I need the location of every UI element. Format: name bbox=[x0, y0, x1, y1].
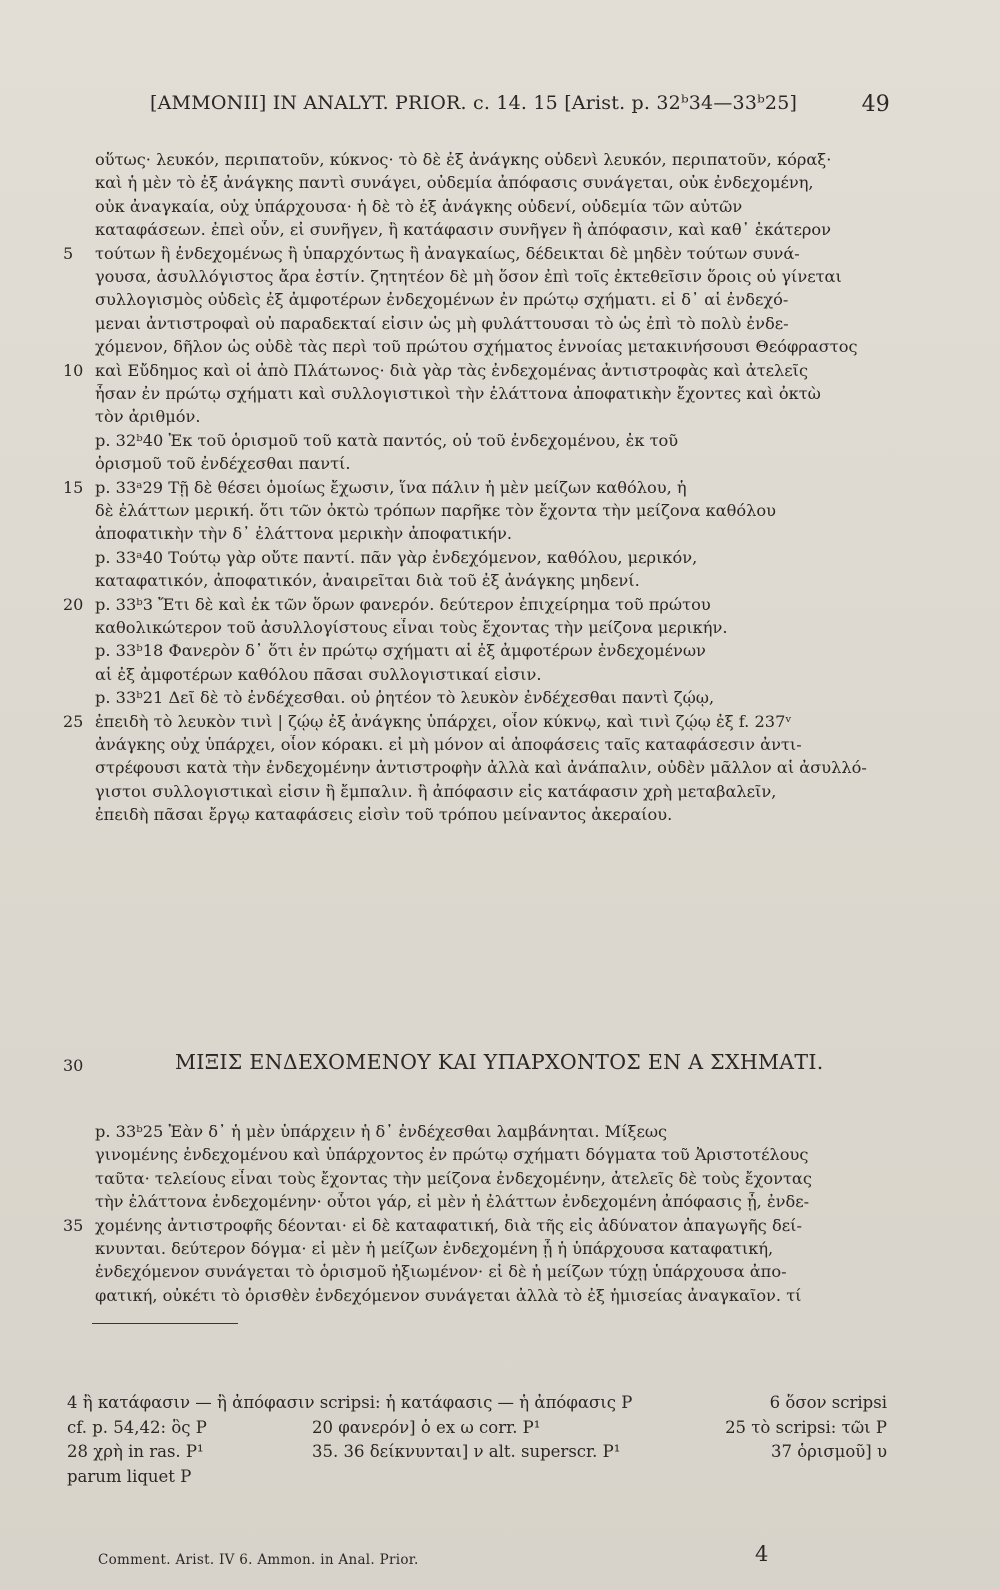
text-line: p. 33ᵃ29 Τῇ δὲ θέσει ὁμοίως ἔχωσιν, ἵνα πάλιν ἡ μὲν μείζων καθόλου, ἡ bbox=[95, 477, 687, 497]
line-number: 20 bbox=[63, 594, 84, 614]
text-line: ἀνάγκης οὐχ ὑπάρχει, οἷον κόρακι. εἰ μὴ μόνον αἱ ἀποφάσεις ταῖς καταφάσεσιν ἀντι- bbox=[95, 735, 802, 754]
footer-signature-line: Comment. Arist. IV 6. Ammon. in Anal. Prior. bbox=[98, 1552, 419, 1568]
text-line: στρέφουσι κατὰ τὴν ἐνδεχομένην ἀντιστροφὴν ἀλλὰ καὶ ἀνάπαλιν, οὐδὲν μᾶλλον αἱ ἀσυλλό- bbox=[95, 758, 867, 778]
text-line: καταφάσεων. ἐπεὶ οὖν, εἰ συνῆγεν, ἢ κατάφασιν συνῆγεν ἢ ἀπόφασιν, καὶ καθ᾽ ἑκάτερον bbox=[95, 220, 832, 240]
section-heading: ΜΙΞΙΣ ΕΝΔΕΧΟΜΕΝΟΥ ΚΑΙ ΥΠΑΡΧΟΝΤΟΣ ΕΝ Α ΣΧΗΜΑΤΙ. bbox=[175, 1050, 824, 1074]
text-line: γιστοι συλλογιστικαὶ εἰσιν ἢ ἔμπαλιν. ἢ ἀπόφασιν εἰς κατάφασιν χρὴ μεταβαλεῖν, bbox=[95, 781, 777, 801]
text-line: δὲ ἐλάττων μερική. ὅτι τῶν ὀκτὼ τρόπων παρῆκε τὸν ἔχοντα τὴν μείζονα καθόλου bbox=[95, 501, 776, 520]
apparatus-line bbox=[67, 1417, 887, 1439]
text-line: ὁρισμοῦ τοῦ ἐνδέχεσθαι παντί. bbox=[95, 454, 351, 474]
text-line: καθολικώτερον τοῦ ἀσυλλογίστους εἶναι τοὺς ἔχοντας τὴν μείζονα μερικήν. bbox=[95, 618, 728, 637]
text-line: ἐνδεχόμενον συνάγεται τὸ ὁρισμοῦ ἠξιωμένον· εἰ δὲ ἡ μείζων τύχῃ ὑπάρχουσα ἀπο- bbox=[95, 1262, 787, 1282]
apparatus-rule bbox=[92, 1323, 238, 1324]
running-head-text: [AMMONII] IN ANALYT. PRIOR. c. 14. 15 [Arist. p. 32ᵇ34—33ᵇ25] bbox=[150, 92, 798, 114]
text-line: ἦσαν ἐν πρώτῳ σχήματι καὶ συλλογιστικοὶ τὴν ἐλάττονα ἀποφατικὴν ἔχοντες καὶ ὀκτὼ bbox=[95, 384, 821, 403]
text-line: τὸν ἀριθμόν. bbox=[95, 407, 201, 427]
text-line: οὕτως· λευκόν, περιπατοῦν, κύκνος· τὸ δὲ ἐξ ἀνάγκης οὐδενὶ λευκόν, περιπατοῦν, κόραξ· bbox=[95, 150, 832, 169]
text-line: κνυνται. δεύτερον δόγμα· εἰ μὲν ἡ μείζων ἐνδεχομένη ᾖ ἡ ὑπάρχουσα καταφατική, bbox=[95, 1239, 774, 1258]
text-line: p. 33ᵇ18 Φανερὸν δ᾽ ὅτι ἐν πρώτῳ σχήματι αἱ ἐξ ἀμφοτέρων ἐνδεχομένων bbox=[95, 641, 706, 661]
text-line: γινομένης ἐνδεχομένου καὶ ὑπάρχοντος ἐν πρώτῳ σχήματι δόγματα τοῦ Ἀριστοτέλους bbox=[95, 1145, 809, 1165]
line-number: 5 bbox=[63, 243, 74, 263]
text-line: p. 33ᵇ3 Ἔτι δὲ καὶ ἐκ τῶν ὅρων φανερόν. δεύτερον ἐπιχείρημα τοῦ πρώτου bbox=[95, 594, 711, 614]
text-line: ταῦτα· τελείους εἶναι τοὺς ἔχοντας τὴν μείζονα ἐνδεχομένην, ἀτελεῖς δὲ τοὺς ἔχοντας bbox=[95, 1168, 812, 1188]
line-number: 35 bbox=[63, 1215, 84, 1235]
apparatus-line bbox=[67, 1392, 887, 1414]
apparatus-line bbox=[67, 1466, 887, 1488]
apparatus-note: 28 χρὴ in ras. P¹ bbox=[67, 1442, 204, 1461]
text-line: αἱ ἐξ ἀμφοτέρων καθόλου πᾶσαι συλλογιστικαί εἰσιν. bbox=[95, 664, 542, 684]
text-line: χομένης ἀντιστροφῆς δέονται· εἰ δὲ καταφατική, διὰ τῆς εἰς ἀδύνατον ἀπαγωγῆς δεί- bbox=[95, 1215, 802, 1235]
text-line: τούτων ἢ ἐνδεχομένως ἢ ὑπαρχόντως ἢ ἀναγκαίως, δέδεικται δὲ μηδὲν τούτων συνά- bbox=[95, 243, 800, 263]
apparatus-note: 6 ὅσον scripsi bbox=[769, 1393, 887, 1412]
signature-mark: 4 bbox=[755, 1542, 769, 1566]
text-line: μεναι ἀντιστροφαὶ οὐ παραδεκταί εἰσιν ὡς μὴ φυλάττουσαι τὸ ὡς ἐπὶ τὸ πολὺ ἐνδε- bbox=[95, 313, 789, 333]
line-number: 15 bbox=[63, 477, 84, 497]
line-number: 25 bbox=[63, 711, 84, 731]
text-line: ἐπειδὴ τὸ λευκὸν τινὶ | ζῴῳ ἐξ ἀνάγκης ὑπάρχει, οἷον κύκνῳ, καὶ τινὶ ζῴῳ ἐξ f. 237ᵛ bbox=[95, 711, 792, 731]
line-number: 30 bbox=[63, 1056, 84, 1075]
text-line: οὐκ ἀναγκαία, οὐχ ὑπάρχουσα· ἡ δὲ τὸ ἐξ ἀνάγκης οὐδενί, οὐδεμία τῶν αὐτῶν bbox=[95, 196, 743, 216]
text-line: καὶ Εὔδημος καὶ οἱ ἀπὸ Πλάτωνος· διὰ γὰρ τὰς ἐνδεχομένας ἀντιστροφὰς καὶ ἀτελεῖς bbox=[95, 360, 809, 380]
text-line: τὴν ἐλάττονα ἐνδεχομένην· οὗτοι γάρ, εἰ μὲν ἡ ἐλάττων ἐνδεχομένη ἀπόφασις ᾖ, ἐνδε- bbox=[95, 1192, 810, 1212]
apparatus-note: 20 φανερόν] ὁ ex ω corr. P¹ bbox=[312, 1417, 541, 1437]
line-number: 10 bbox=[63, 360, 84, 380]
text-line: p. 33ᵇ25 Ἐὰν δ᾽ ἡ μὲν ὑπάρχειν ἡ δ᾽ ἐνδέχεσθαι λαμβάνηται. Μίξεως bbox=[95, 1122, 668, 1141]
text-line: καὶ ἡ μὲν τὸ ἐξ ἀνάγκης παντὶ συνάγει, οὐδεμία ἀπόφασις συνάγεται, οὐκ ἐνδεχομένη, bbox=[95, 173, 814, 193]
text-line: p. 32ᵇ40 Ἐκ τοῦ ὁρισμοῦ τοῦ κατὰ παντός, οὐ τοῦ ἐνδεχομένου, ἐκ τοῦ bbox=[95, 430, 679, 450]
text-line: p. 33ᵇ21 Δεῖ δὲ τὸ ἐνδέχεσθαι. οὐ ῥητέον τὸ λευκὸν ἐνδέχεσθαι παντὶ ζῴῳ, bbox=[95, 688, 715, 708]
apparatus-note: 37 ὁρισμοῦ] υ bbox=[770, 1442, 887, 1461]
running-head bbox=[150, 92, 890, 117]
apparatus-note: parum liquet P bbox=[67, 1466, 192, 1486]
text-line: φατική, οὐκέτι τὸ ὁρισθὲν ἐνδεχόμενον συνάγεται ἀλλὰ τὸ ἐξ ἡμισείας ἀναγκαῖον. τί bbox=[95, 1285, 802, 1305]
apparatus-note: cf. p. 54,42: ὃς P bbox=[67, 1417, 207, 1437]
apparatus-note: 25 τὸ scripsi: τῶι P bbox=[725, 1417, 887, 1437]
text-line: χόμενον, δῆλον ὡς οὐδὲ τὰς περὶ τοῦ πρώτου σχήματος ἐννοίας μετακινήσουσι Θεόφραστος bbox=[95, 337, 858, 357]
text-line: ἀποφατικὴν τὴν δ᾽ ἐλάττονα μερικὴν ἀποφατικήν. bbox=[95, 524, 513, 544]
apparatus-line bbox=[67, 1441, 887, 1463]
text-line: συλλογισμὸς οὐδεὶς ἐξ ἀμφοτέρων ἐνδεχομένων ἐν πρώτῳ σχήματι. εἰ δ᾽ αἱ ἐνδεχό- bbox=[95, 290, 789, 310]
apparatus-note: 4 ἢ κατάφασιν — ἢ ἀπόφασιν scripsi: ἡ κατάφασις — ἡ ἀπόφασις P bbox=[67, 1393, 633, 1412]
text-line: p. 33ᵃ40 Τούτῳ γὰρ οὔτε παντί. πᾶν γὰρ ἐνδεχόμενον, καθόλου, μερικόν, bbox=[95, 547, 698, 567]
text-line: γουσα, ἀσυλλόγιστος ἄρα ἐστίν. ζητητέον δὲ μὴ ὅσον ἐπὶ τοῖς ἐκτεθεῖσιν ὅροις οὐ γίνεται bbox=[95, 267, 842, 286]
page-number: 49 bbox=[861, 92, 890, 117]
text-line: ἐπειδὴ πᾶσαι ἔργῳ καταφάσεις εἰσὶν τοῦ τρόπου μείναντος ἀκεραίου. bbox=[95, 805, 673, 825]
text-line: καταφατικόν, ἀποφατικόν, ἀναιρεῖται διὰ τοῦ ἐξ ἀνάγκης μηδενί. bbox=[95, 571, 640, 591]
apparatus-note: 35. 36 δείκνυνται] ν alt. superscr. P¹ bbox=[312, 1442, 621, 1461]
